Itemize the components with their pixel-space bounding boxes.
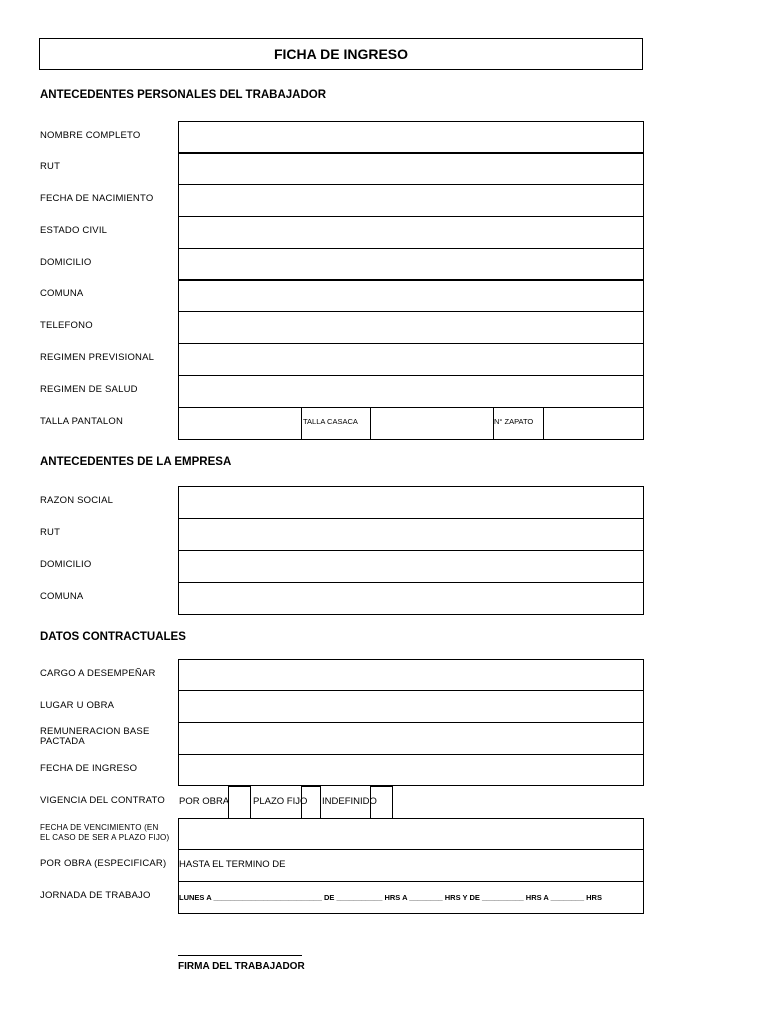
- field-personal-8[interactable]: [178, 375, 644, 408]
- label-por-obra-especificar: POR OBRA (ESPECIFICAR): [40, 858, 167, 869]
- field-n-zapato[interactable]: [543, 407, 644, 440]
- label-personal-5: COMUNA: [40, 288, 84, 299]
- label-personal-1: RUT: [40, 161, 61, 172]
- label-personal-0: NOMBRE COMPLETO: [40, 130, 141, 141]
- field-cargo[interactable]: [178, 659, 644, 691]
- label-empresa-2: DOMICILIO: [40, 559, 92, 570]
- field-personal-2[interactable]: [178, 184, 644, 217]
- label-personal-8: REGIMEN DE SALUD: [40, 384, 138, 395]
- label-empresa-0: RAZON SOCIAL: [40, 495, 114, 506]
- section-personal-heading: ANTECEDENTES PERSONALES DEL TRABAJADOR: [40, 89, 327, 101]
- label-personal-7: REGIMEN PREVISIONAL: [40, 352, 155, 363]
- signature-line[interactable]: [178, 955, 302, 956]
- jornada-text: LUNES A __________________________ DE ___________ HRS A ________ HRS Y DE __________ HRS A ________ HRS: [179, 893, 602, 902]
- field-personal-0[interactable]: [178, 121, 644, 154]
- field-talla-pantalon[interactable]: [178, 407, 302, 440]
- field-talla-casaca[interactable]: [370, 407, 494, 440]
- label-cargo: CARGO A DESEMPEÑAR: [40, 668, 156, 679]
- label-empresa-3: COMUNA: [40, 591, 84, 602]
- label-vigencia: VIGENCIA DEL CONTRATO: [40, 795, 165, 806]
- field-personal-5[interactable]: [178, 279, 644, 312]
- field-empresa-0[interactable]: [178, 486, 644, 519]
- signature-label: FIRMA DEL TRABAJADOR: [178, 961, 305, 972]
- field-fecha-ingreso[interactable]: [178, 754, 644, 786]
- checkbox-indefinido[interactable]: [370, 786, 393, 819]
- page-title: FICHA DE INGRESO: [39, 38, 643, 70]
- n-zapato-label: N° ZAPATO: [494, 417, 534, 426]
- field-remuneracion[interactable]: [178, 722, 644, 755]
- label-personal-2: FECHA DE NACIMIENTO: [40, 193, 154, 204]
- label-jornada: JORNADA DE TRABAJO: [40, 890, 151, 901]
- field-personal-4[interactable]: [178, 248, 644, 281]
- field-personal-1[interactable]: [178, 152, 644, 185]
- option-indefinido-label: INDEFINIDO: [322, 796, 377, 807]
- label-fecha-ingreso: FECHA DE INGRESO: [40, 763, 138, 774]
- section-empresa-heading: ANTECEDENTES DE LA EMPRESA: [40, 456, 232, 468]
- field-empresa-3[interactable]: [178, 582, 644, 615]
- field-vencimiento[interactable]: [178, 818, 644, 850]
- checkbox-por-obra[interactable]: [228, 786, 251, 819]
- checkbox-plazo-fijo[interactable]: [301, 786, 321, 819]
- option-plazo-fijo-label: PLAZO FIJO: [253, 796, 308, 807]
- field-personal-3[interactable]: [178, 216, 644, 249]
- field-lugar[interactable]: [178, 690, 644, 723]
- option-por-obra-label: POR OBRA: [179, 796, 230, 807]
- label-personal-9: TALLA PANTALON: [40, 416, 124, 427]
- label-personal-3: ESTADO CIVIL: [40, 225, 108, 236]
- talla-casaca-label: TALLA CASACA: [303, 417, 358, 426]
- field-personal-7[interactable]: [178, 343, 644, 376]
- label-vencimiento: FECHA DE VENCIMIENTO (EN EL CASO DE SER A PLAZO FIJO): [40, 823, 170, 842]
- label-empresa-1: RUT: [40, 527, 61, 538]
- label-personal-6: TELEFONO: [40, 320, 93, 331]
- label-remuneracion: REMUNERACION BASE PACTADA: [40, 726, 150, 747]
- field-empresa-1[interactable]: [178, 518, 644, 551]
- section-contractual-heading: DATOS CONTRACTUALES: [40, 631, 186, 643]
- field-empresa-2[interactable]: [178, 550, 644, 583]
- label-lugar: LUGAR U OBRA: [40, 700, 115, 711]
- hasta-termino-text: HASTA EL TERMINO DE: [179, 859, 286, 870]
- field-personal-6[interactable]: [178, 311, 644, 344]
- label-personal-4: DOMICILIO: [40, 257, 92, 268]
